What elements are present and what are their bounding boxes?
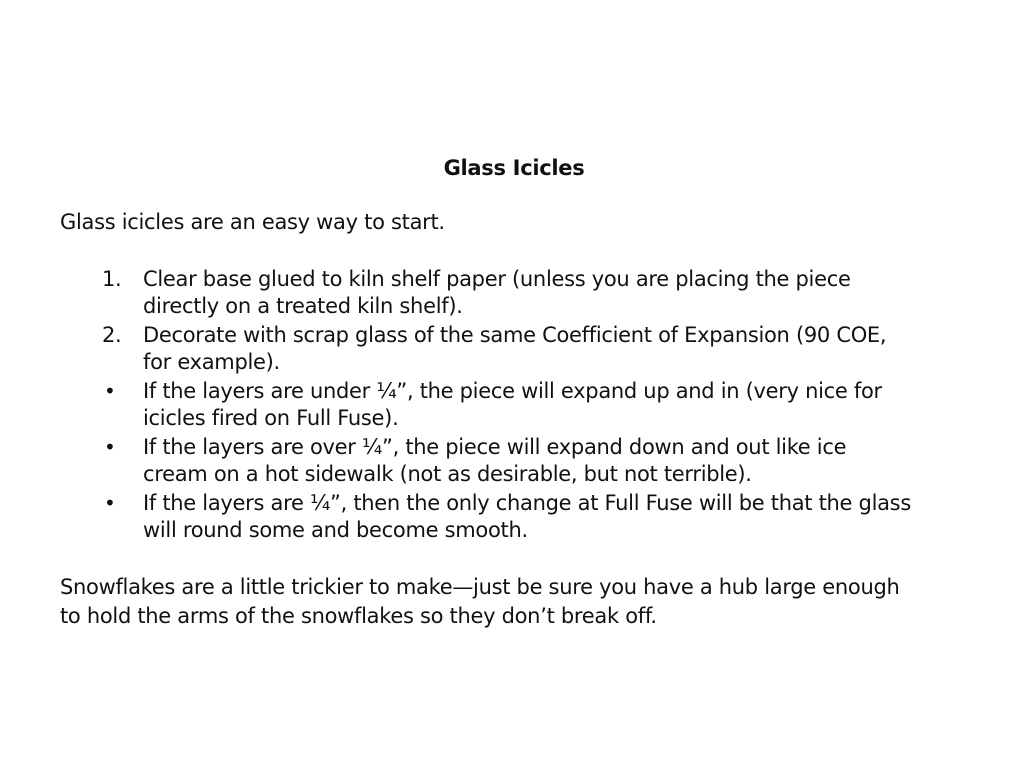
list-item-text: directly on a treated kiln shelf). — [143, 294, 463, 318]
list-number: 1. — [102, 267, 122, 291]
list-item-text: If the layers are under ¼”, the piece will expand up and in (very nice for — [143, 379, 882, 403]
bullet-icon: • — [104, 379, 116, 403]
bullet-icon: • — [104, 435, 116, 459]
list-item-text: If the layers are ¼”, then the only change at Full Fuse will be that the glass — [143, 491, 911, 515]
list-item — [0, 434, 973, 488]
list-item — [0, 378, 973, 432]
list-number: 2. — [102, 323, 122, 347]
paragraph-line: to hold the arms of the snowflakes so they don’t break off. — [60, 604, 657, 628]
instruction-list — [0, 266, 1024, 544]
document-title: Glass Icicles — [443, 156, 585, 180]
list-item-text: cream on a hot sidewalk (not as desirable, but not terrible). — [143, 462, 752, 486]
list-item — [0, 322, 973, 376]
list-item-text: If the layers are over ¼”, the piece will expand down and out like ice — [143, 435, 847, 459]
list-item-text: will round some and become smooth. — [143, 518, 528, 542]
list-item-text: for example). — [143, 350, 280, 374]
list-item-text: Clear base glued to kiln shelf paper (unless you are placing the piece — [143, 267, 851, 291]
closing-paragraph — [60, 573, 900, 631]
list-item — [0, 266, 973, 320]
bullet-icon: • — [104, 491, 116, 515]
list-item-text: icicles fired on Full Fuse). — [143, 406, 399, 430]
list-item — [0, 490, 973, 544]
list-item-text: Decorate with scrap glass of the same Coefficient of Expansion (90 COE, — [143, 323, 887, 347]
intro-paragraph: Glass icicles are an easy way to start. — [60, 210, 445, 234]
paragraph-line: Snowflakes are a little trickier to make—just be sure you have a hub large enough — [60, 575, 900, 599]
